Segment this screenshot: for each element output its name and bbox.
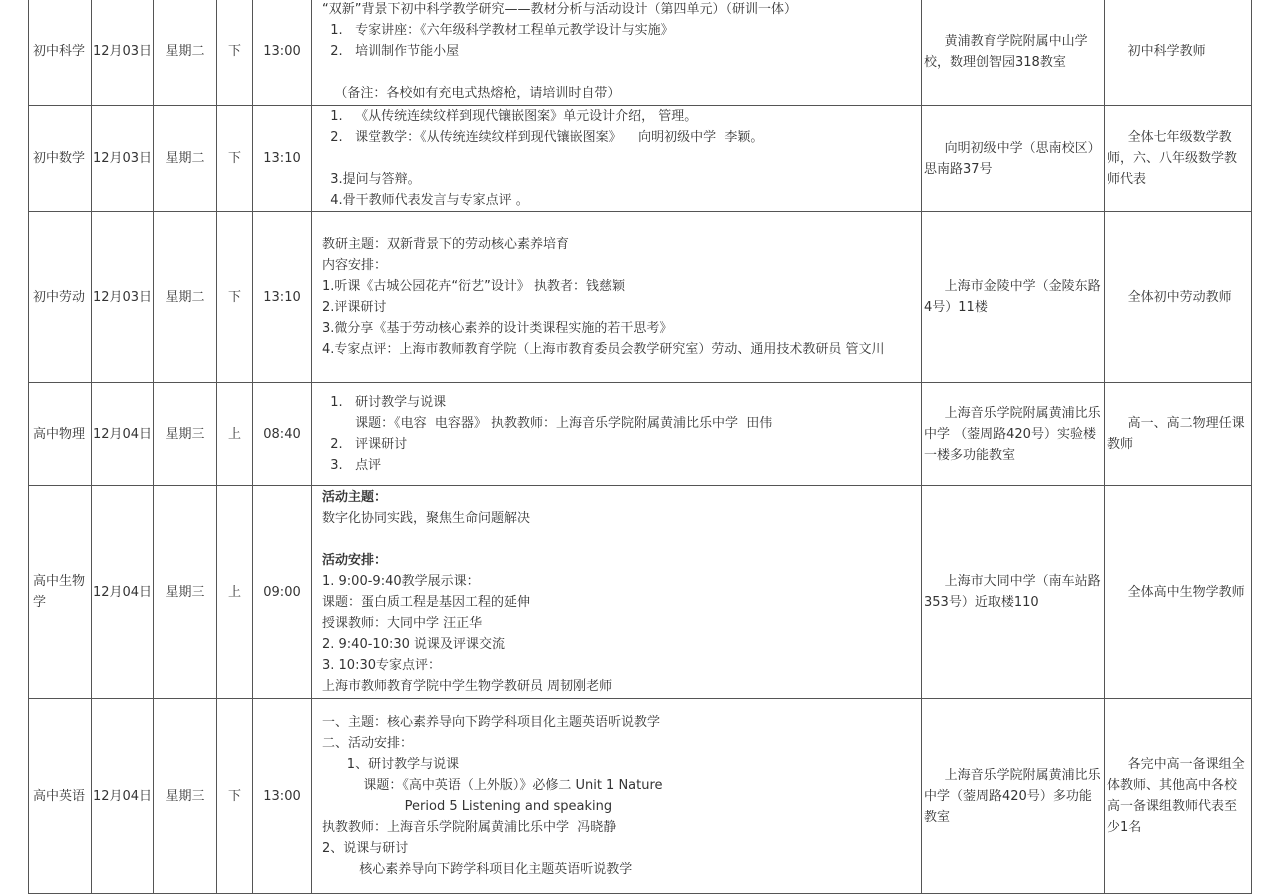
content-line: 课题：蛋白质工程是基因工程的延伸 <box>322 595 531 610</box>
location-cell <box>922 486 1105 699</box>
location-cell <box>922 0 1105 106</box>
time-cell: 13:10 <box>253 106 312 212</box>
subject-cell: 高中生物学 <box>29 486 92 699</box>
weekday-cell: 星期三 <box>154 699 217 894</box>
time-cell: 13:00 <box>253 699 312 894</box>
weekday-cell: 星期三 <box>154 383 217 486</box>
half-day-cell: 下 <box>217 106 253 212</box>
audience-cell <box>1105 699 1252 894</box>
content-line: 4.骨干教师代表发言与专家点评 。 <box>322 193 529 208</box>
content-cell <box>312 383 922 486</box>
content-line: 3.微分享《基于劳动核心素养的设计类课程实施的若干思考》 <box>322 321 673 336</box>
content-line <box>322 529 917 550</box>
location-text: 上海音乐学院附属黄浦比乐中学（蓥周路420号）多功能教室 <box>924 767 1101 825</box>
audience-text: 全体初中劳动教师 <box>1107 289 1232 305</box>
location-text: 上海市大同中学（南车站路353号）近取楼110 <box>924 574 1101 610</box>
weekday-cell: 星期二 <box>154 0 217 106</box>
audience-text: 各完中高一备课组全体教师、其他高中各校高一备课组教师代表至少1名 <box>1107 757 1245 835</box>
content-line <box>322 148 917 169</box>
audience-cell <box>1105 0 1252 106</box>
content-line: 4.专家点评：上海市教师教育学院（上海市教育委员会教学研究室）劳动、通用技术教研员 管文川 <box>322 342 885 357</box>
location-cell <box>922 699 1105 894</box>
content-line: 二、活动安排： <box>322 736 414 751</box>
time-cell: 09:00 <box>253 486 312 699</box>
subject-cell: 初中数学 <box>29 106 92 212</box>
content-line: 1. 《从传统连续纹样到现代镶嵌图案》单元设计介绍， 管理。 <box>322 109 698 124</box>
table-row <box>29 0 1252 106</box>
subject-cell: 高中英语 <box>29 699 92 894</box>
half-day-cell: 上 <box>217 486 253 699</box>
date-cell: 12月04日 <box>92 486 154 699</box>
audience-text: 全体高中生物学教师 <box>1107 584 1245 600</box>
content-line: 活动主题： <box>322 490 388 505</box>
subject-cell: 初中科学 <box>29 0 92 106</box>
content-line <box>322 62 917 83</box>
location-text: 上海音乐学院附属黄浦比乐中学 （蓥周路420号）实验楼一楼多功能教室 <box>924 405 1101 463</box>
content-line: 教研主题：双新背景下的劳动核心素养培育 <box>322 237 570 252</box>
weekday-cell: 星期二 <box>154 212 217 383</box>
location-text: 上海市金陵中学（金陵东路4号）11楼 <box>924 279 1101 315</box>
content-cell <box>312 486 922 699</box>
content-line: 3. 点评 <box>322 458 382 473</box>
content-line: 1. 专家讲座：《六年级科学教材工程单元教学设计与实施》 <box>322 23 674 38</box>
content-line: 执教教师：上海音乐学院附属黄浦比乐中学 冯晓静 <box>322 820 617 835</box>
date-cell: 12月04日 <box>92 383 154 486</box>
content-cell <box>312 212 922 383</box>
half-day-cell: 下 <box>217 212 253 383</box>
table-row <box>29 699 1252 894</box>
content-line: 授课教师：大同中学 汪正华 <box>322 616 483 631</box>
content-line: 2. 课堂教学：《从传统连续纹样到现代镶嵌图案》 向明初级中学 李颖。 <box>322 130 764 145</box>
date-cell: 12月04日 <box>92 699 154 894</box>
content-line: 2. 评课研讨 <box>322 437 408 452</box>
subject-cell: 初中劳动 <box>29 212 92 383</box>
content-line: 1.听课《古城公园花卉“衍艺”设计》 执教者：钱慈颖 <box>322 279 626 294</box>
content-line: “双新”背景下初中科学教学研究——教材分析与活动设计（第四单元）（研训一体） <box>322 2 797 17</box>
date-cell: 12月03日 <box>92 212 154 383</box>
weekday-cell: 星期三 <box>154 486 217 699</box>
date-cell: 12月03日 <box>92 106 154 212</box>
content-line: 核心素养导向下跨学科项目化主题英语听说教学 <box>322 862 633 877</box>
time-cell: 08:40 <box>253 383 312 486</box>
audience-cell <box>1105 486 1252 699</box>
location-text: 黄浦教育学院附属中山学校，数理创智园318教室 <box>924 33 1088 70</box>
time-cell: 13:00 <box>253 0 312 106</box>
audience-text: 初中科学教师 <box>1107 44 1206 59</box>
content-line: 内容安排： <box>322 258 388 273</box>
content-line: （备注：各校如有充电式热熔枪，请培训时自带） <box>322 86 621 101</box>
content-line: 上海市教师教育学院中学生物学教研员 周韧刚老师 <box>322 679 613 694</box>
content-line: 2. 9:40-10:30 说课及评课交流 <box>322 637 506 652</box>
table-row <box>29 212 1252 383</box>
content-line: 1、研讨教学与说课 <box>322 757 460 772</box>
location-cell <box>922 212 1105 383</box>
table-row <box>29 383 1252 486</box>
audience-text: 高一、高二物理任课教师 <box>1107 416 1245 452</box>
content-line: 1. 研讨教学与说课 <box>322 395 447 410</box>
content-line: 课题：《电容 电容器》 执教教师：上海音乐学院附属黄浦比乐中学 田伟 <box>322 416 773 431</box>
content-cell <box>312 699 922 894</box>
weekday-cell: 星期二 <box>154 106 217 212</box>
location-cell <box>922 106 1105 212</box>
content-line: 2.评课研讨 <box>322 300 387 315</box>
content-line: 课题：《高中英语（上外版）》必修二 Unit 1 Nature <box>322 778 663 793</box>
content-line: 2、说课与研讨 <box>322 841 409 856</box>
date-cell: 12月03日 <box>92 0 154 106</box>
table-row <box>29 486 1252 699</box>
content-line: 一、主题：核心素养导向下跨学科项目化主题英语听说教学 <box>322 715 661 730</box>
content-line: 3.提问与答辩。 <box>322 172 421 187</box>
content-line: 1. 9:00-9:40教学展示课： <box>322 574 480 589</box>
content-line: 2. 培训制作节能小屋 <box>322 44 460 59</box>
content-line: 活动安排： <box>322 553 388 568</box>
table-row <box>29 106 1252 212</box>
audience-cell <box>1105 383 1252 486</box>
time-cell: 13:10 <box>253 212 312 383</box>
subject-cell: 高中物理 <box>29 383 92 486</box>
content-line: Period 5 Listening and speaking <box>322 799 613 814</box>
content-cell <box>312 106 922 212</box>
half-day-cell: 下 <box>217 0 253 106</box>
location-cell <box>922 383 1105 486</box>
content-line: 3. 10:30专家点评： <box>322 658 441 673</box>
audience-cell <box>1105 106 1252 212</box>
content-cell <box>312 0 922 106</box>
content-line: 数字化协同实践，聚焦生命问题解决 <box>322 511 531 526</box>
audience-cell <box>1105 212 1252 383</box>
half-day-cell: 上 <box>217 383 253 486</box>
location-text: 向明初级中学（思南校区）思南路37号 <box>924 140 1101 177</box>
audience-text: 全体七年级数学教师，六、八年级数学教师代表 <box>1107 130 1238 187</box>
schedule-table <box>28 0 1252 894</box>
half-day-cell: 下 <box>217 699 253 894</box>
